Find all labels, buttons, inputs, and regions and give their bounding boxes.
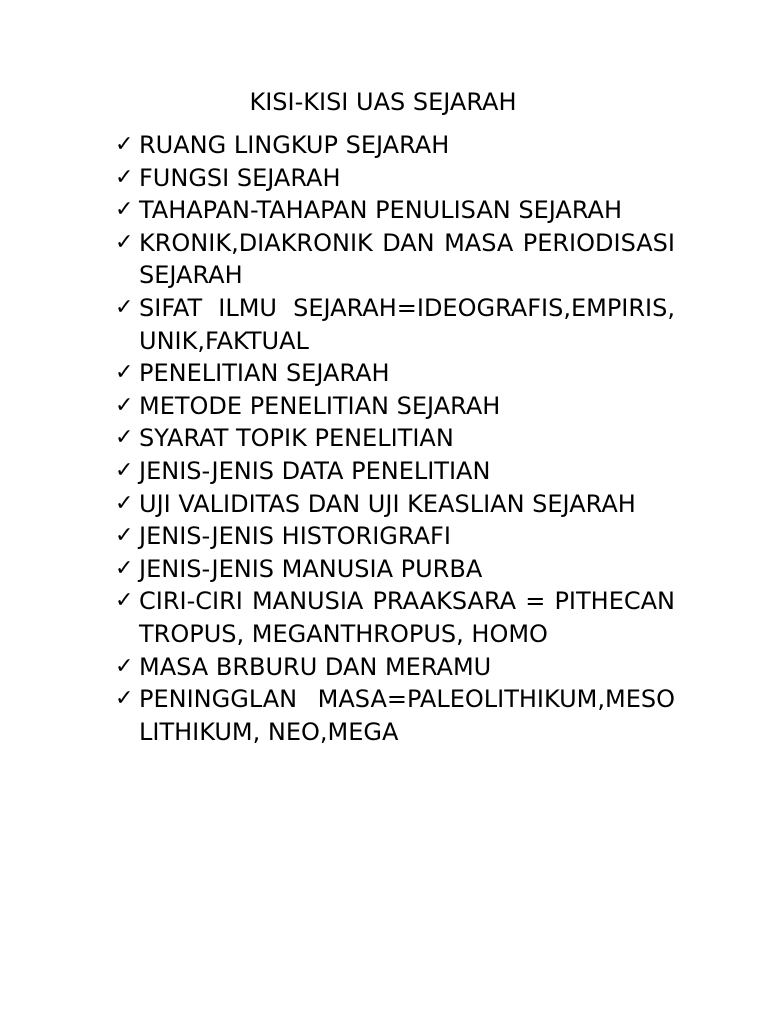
checkmark-icon: ✓: [115, 197, 134, 223]
list-item-text: TAHAPAN-TAHAPAN PENULISAN SEJARAH: [139, 196, 622, 225]
list-item-text: FUNGSI SEJARAH: [139, 163, 341, 192]
list-item-text: METODE PENELITIAN SEJARAH: [139, 391, 501, 420]
list-item: [115, 129, 675, 162]
checkmark-icon: ✓: [115, 555, 134, 581]
list-item-text: JENIS-JENIS DATA PENELITIAN: [139, 456, 491, 485]
list-item-text: CIRI-CIRI MANUSIA PRAAKSARA = PITHECANTROPUS, MEGANTHROPUS, HOMO: [139, 587, 675, 648]
list-item: [115, 227, 675, 292]
list-item-text: SYARAT TOPIK PENELITIAN: [139, 424, 454, 453]
list-item: [115, 553, 675, 586]
list-item-text: KRONIK,DIAKRONIK DAN MASA PERIODISASI SEJARAH: [139, 228, 675, 290]
list-item: [115, 422, 675, 455]
list-item: [115, 520, 675, 553]
list-item-text: MASA BRBURU DAN MERAMU: [139, 652, 492, 681]
list-item: [115, 194, 675, 227]
list-item-text: SIFAT ILMU SEJARAH=IDEOGRAFIS,EMPIRIS,UNIK,FAKTUAL: [139, 293, 675, 355]
list-item: [115, 357, 675, 390]
checkmark-icon: ✓: [115, 425, 134, 451]
list-item-text: PENINGGLAN MASA=PALEOLITHIKUM,MESOLITHIKUM, NEO,MEGA: [139, 685, 675, 746]
checkmark-icon: ✓: [115, 294, 134, 320]
checkmark-icon: ✓: [115, 588, 134, 614]
list-item: [115, 488, 675, 521]
checkmark-icon: ✓: [115, 457, 134, 483]
list-item: [115, 390, 675, 423]
document-title: KISI-KISI UAS SEJARAH: [249, 88, 517, 116]
checkmark-icon: ✓: [115, 164, 134, 190]
list-item: [115, 651, 675, 684]
list-item-text: UJI VALIDITAS DAN UJI KEASLIAN SEJARAH: [139, 489, 636, 518]
list-item: [115, 162, 675, 195]
checklist: [115, 129, 675, 748]
checkmark-icon: ✓: [115, 686, 134, 712]
list-item-text: PENELITIAN SEJARAH: [139, 359, 390, 388]
list-item-text: JENIS-JENIS MANUSIA PURBA: [139, 554, 483, 583]
checkmark-icon: ✓: [115, 653, 134, 679]
checkmark-icon: ✓: [115, 229, 134, 255]
checkmark-icon: ✓: [115, 132, 134, 157]
checkmark-icon: ✓: [115, 523, 134, 549]
list-item: [115, 585, 675, 650]
checkmark-icon: ✓: [115, 360, 134, 386]
list-item-text: JENIS-JENIS HISTORIGRAFI: [139, 522, 451, 551]
checkmark-icon: ✓: [115, 392, 134, 418]
list-item: [115, 455, 675, 488]
list-item: [115, 292, 675, 357]
list-item-text: RUANG LINGKUP SEJARAH: [139, 131, 450, 159]
checkmark-icon: ✓: [115, 490, 134, 516]
list-item: [115, 683, 675, 748]
